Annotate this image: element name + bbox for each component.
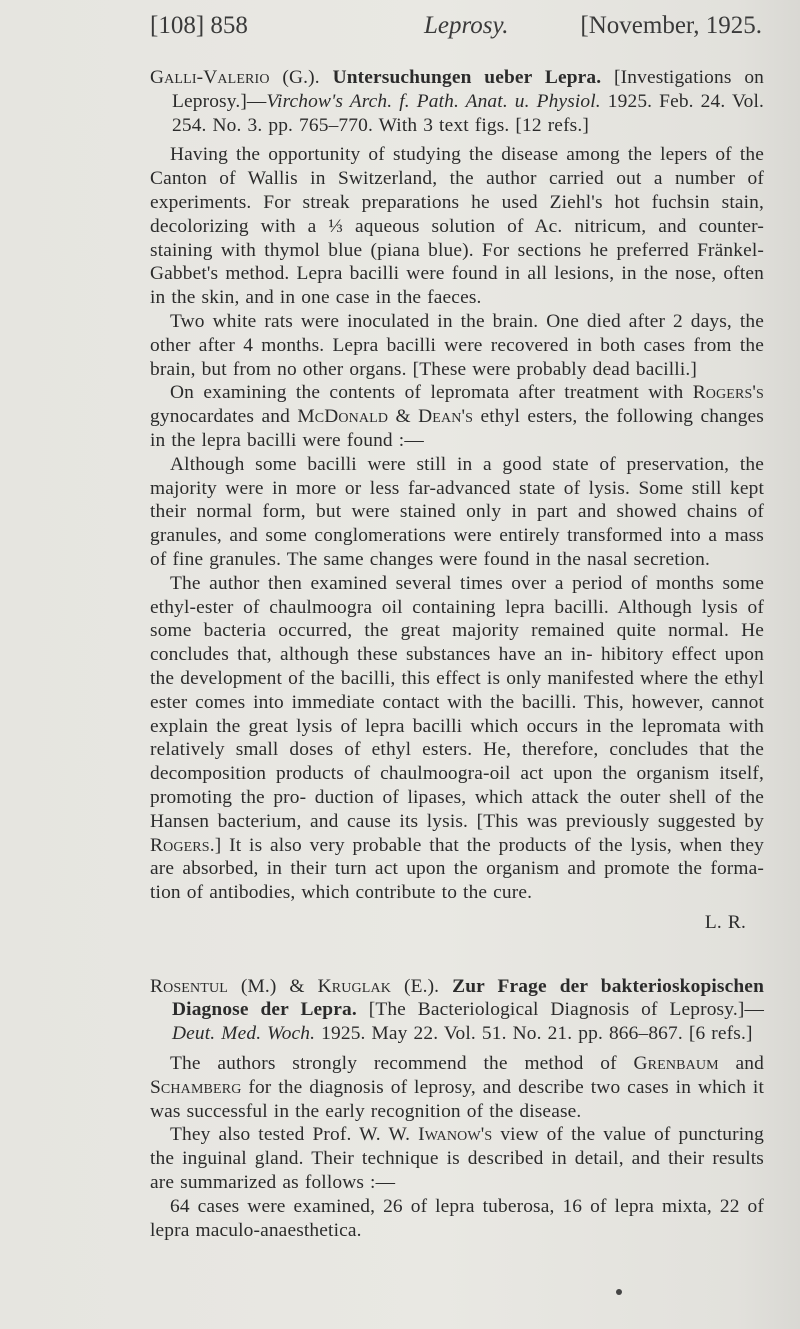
ink-speck bbox=[616, 1289, 622, 1295]
text-run: The authors strongly recommend the method of bbox=[170, 1053, 634, 1075]
title-translation: [Investigations on Leprosy.]— bbox=[172, 67, 765, 112]
page-reference: [108] 858 bbox=[150, 12, 248, 39]
paragraph: 64 cases were examined, 26 of lepra tuberosa, 16 of lepra mixta, 22 of lepra maculo-anaesthetica. bbox=[150, 1195, 764, 1241]
body-text bbox=[150, 66, 764, 1242]
text-run: for the diagnosis of leprosy, and describe two cases in which it was successful in the early recognition of the disease. bbox=[150, 1076, 764, 1122]
text-run: The author then examined several times over a period of months some ethyl-ester of chaulmoogra oil containing lepra bacilli. Although lysis of some bacteria occurred, the great majority remained quite normal. He concludes that, although these substances have an in- hibitory effect upon the development of the bacilli, this effect is only manifested where the ethyl ester comes into immediate contact with the bacilli. This, however, cannot explain the great lysis of lepra bacilli which occurs in the lepromata with relatively small doses of ethyl esters. He, therefore, concludes that the decomposition products of chaulmoogra-oil act upon the organism itself, promoting the pro- duction of lipases, which attack the outer shell of the Hansen bacterium, and cause its lysis. [This was previously suggested by bbox=[150, 572, 764, 832]
paragraph: Two white rats were inoculated in the brain. One died after 2 days, the other after 4 months. Lepra bacilli were recovered in both cases from the brain, but from no other organs. [These were probably dead bacilli.] bbox=[150, 310, 764, 380]
running-header bbox=[150, 6, 762, 50]
journal-name: Virchow's Arch. f. Path. Anat. u. Physiol. bbox=[266, 90, 601, 112]
article-title: Untersuchungen ueber Lepra. bbox=[332, 67, 602, 88]
author-name: Kruglak bbox=[317, 975, 392, 997]
text-run: ] It is also very probable that the products of the lysis, when they are absorbed, in their turn act upon the organism and promote the forma- tion of antibodies, which contribute to the cure. bbox=[150, 834, 764, 904]
paragraph bbox=[150, 1123, 764, 1194]
text-run: They also tested Prof. W. W. bbox=[170, 1124, 419, 1146]
article-2-reference bbox=[150, 975, 764, 1046]
text-run: (E.). bbox=[391, 975, 440, 997]
paragraph bbox=[150, 572, 764, 905]
reviewer-signature: L. R. bbox=[704, 911, 746, 933]
cited-name: Iwanow's bbox=[418, 1124, 493, 1146]
citation-details: 1925. May 22. Vol. 51. No. 21. pp. 866–867. [6 refs.] bbox=[315, 1023, 753, 1045]
cited-name: Rogers. bbox=[150, 834, 215, 856]
text-run: (M.) & bbox=[227, 975, 318, 997]
text-run: view of the value of puncturing the inguinal gland. Their technique is described in detail, and their results are summarized as follows :— bbox=[150, 1124, 764, 1194]
paragraph bbox=[150, 381, 764, 452]
issue-date: [November, 1925. bbox=[580, 12, 762, 39]
cited-name: Grenbaum bbox=[633, 1053, 719, 1075]
text-run: gynocardates and bbox=[150, 406, 298, 428]
text-run: On examining the contents of lepromata after treatment with bbox=[170, 382, 693, 404]
article-title: Zur Frage der bakterioskopischen Diagnose der Lepra. bbox=[172, 975, 764, 1021]
paragraph: Having the opportunity of studying the disease among the lepers of the Canton of Wallis in Switzerland, the author carried out a number of experiments. For streak preparations he used Ziehl's hot fuchsin stain, decolorizing with a ⅓ aqueous solution of Ac. nitricum, and counter- staining with thymol blue (piana blue). For sections he preferred Fränkel-Gabbet's method. Lepra bacilli were found in all lesions, in the nose, often in the skin, and in one case in the faeces. bbox=[150, 144, 764, 309]
author-initial: (G.). bbox=[269, 67, 320, 88]
article-1-reference bbox=[150, 66, 764, 137]
author-name: Rosentul bbox=[150, 975, 228, 997]
section-title: Leprosy. bbox=[424, 12, 509, 39]
cited-name: McDonald & Dean's bbox=[297, 406, 474, 428]
paragraph bbox=[150, 1052, 764, 1123]
journal-name: Deut. Med. Woch. bbox=[172, 1023, 316, 1045]
text-run: and bbox=[718, 1053, 764, 1075]
cited-name: Schamberg bbox=[150, 1076, 242, 1098]
cited-name: Rogers's bbox=[692, 382, 764, 404]
text-run: ethyl esters, the following changes in the lepra bacilli were found :— bbox=[150, 406, 764, 451]
title-translation: [The Bacteriological Diagnosis of Leprosy.]— bbox=[356, 999, 764, 1021]
citation-details: 1925. Feb. 24. Vol. 254. No. 3. pp. 765–770. With 3 text figs. [12 refs.] bbox=[172, 90, 764, 136]
author-name: Galli-Valerio bbox=[150, 67, 270, 88]
paragraph: Although some bacilli were still in a good state of preservation, the majority were in more or less far-advanced state of lysis. Some still kept their normal form, but were stained only in part and showed chains of granules, and some conglomerations were entirely transformed into a mass of fine granules. The same changes were found in the nasal secretion. bbox=[150, 453, 764, 570]
article-separator bbox=[150, 935, 764, 975]
